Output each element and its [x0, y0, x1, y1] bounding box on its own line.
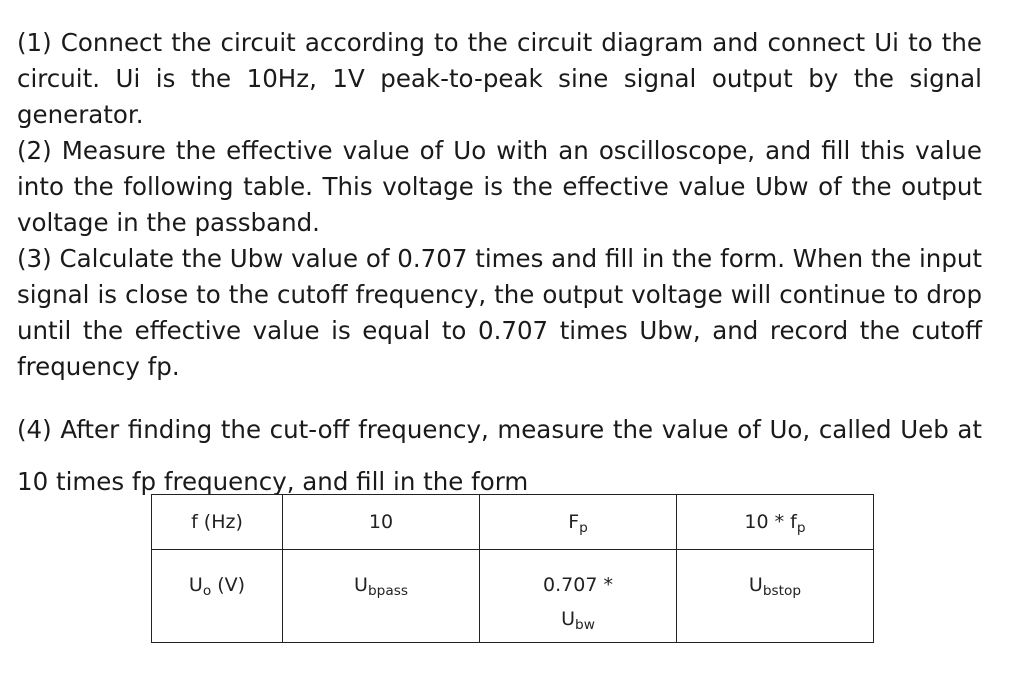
frequency-fp-cell: $F_p$	[480, 495, 677, 550]
step-1-text: (1) Connect the circuit according to the circuit diagram and connect Ui to the circuit. Ui is the 10Hz, 1V peak-to-peak sine signal output by the signal generator.	[17, 28, 982, 129]
voltage-0707-ubw-cell: 0.707 * $U_{bw}$	[480, 550, 677, 643]
voltage-ubstop-cell: $U_{bstop}$	[677, 550, 874, 643]
step-4-text: (4) After finding the cut-off frequency, measure the value of Uo, called Ueb at 10 times fp frequency, and fill in the form	[17, 415, 982, 496]
voltage-ubpass-cell: $U_{bpass}$	[283, 550, 480, 643]
instruction-steps-1-3	[17, 25, 982, 385]
frequency-10fp-cell: $10 * f_p$	[677, 495, 874, 550]
table-row-voltage	[152, 550, 874, 643]
frequency-10-cell: 10	[283, 495, 480, 550]
step-2-text: (2) Measure the effective value of Uo with an oscilloscope, and fill this value into the following table. This voltage is the effective value Ubw of the output voltage in the passband.	[17, 136, 982, 237]
table-row-frequency	[152, 495, 874, 550]
step-3-text: (3) Calculate the Ubw value of 0.707 times and fill in the form. When the input signal is close to the cutoff frequency, the output voltage will continue to drop until the effective value is equal to 0.707 times Ubw, and record the cutoff frequency fp.	[17, 244, 982, 381]
frequency-header-cell: f (Hz)	[152, 495, 283, 550]
voltage-header-cell: $U_o$ (V)	[152, 550, 283, 643]
measurement-table	[151, 494, 874, 643]
